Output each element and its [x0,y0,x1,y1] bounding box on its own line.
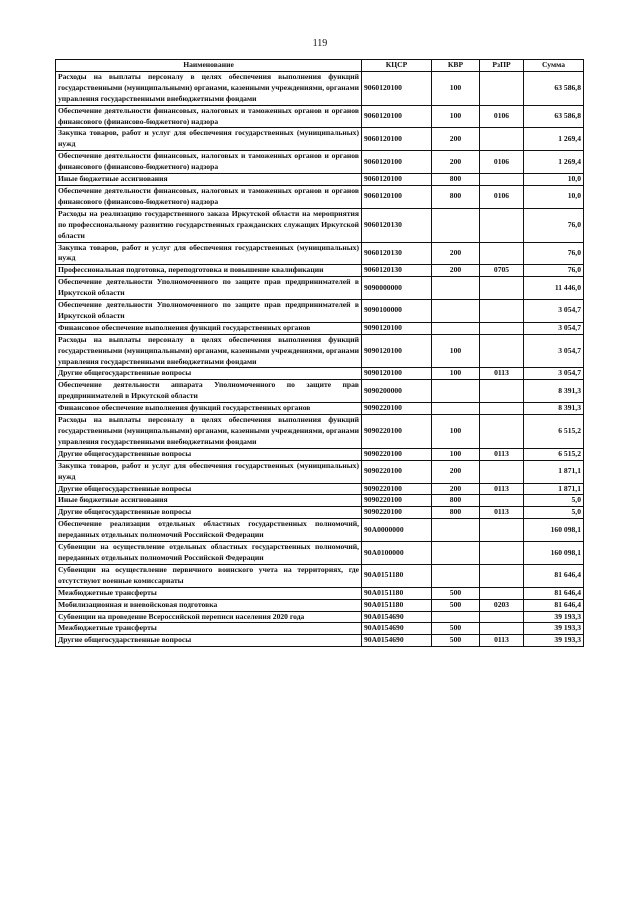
row-sum: 3 054,7 [524,334,584,368]
table-row [56,599,584,611]
row-rzpr [480,322,524,334]
row-rzpr [480,415,524,449]
row-sum: 11 446,0 [524,277,584,300]
row-rzpr: 0106 [480,185,524,208]
row-kcsr: 9060120100 [362,151,432,174]
row-sum: 63 586,8 [524,71,584,105]
row-sum: 5,0 [524,507,584,519]
page-number: 119 [312,38,328,49]
table-header-row [56,60,584,72]
row-rzpr [480,519,524,542]
row-name: Субвенции на проведение Всероссийской переписи населения 2020 года [56,611,362,623]
row-kcsr: 9090200000 [362,380,432,403]
row-sum: 8 391,3 [524,380,584,403]
row-rzpr [480,623,524,635]
row-sum: 1 269,4 [524,151,584,174]
row-name: Закупка товаров, работ и услуг для обеспечения государственных (муниципальных) нужд [56,460,362,483]
row-kcsr: 9090120100 [362,322,432,334]
row-kcsr: 90А0154690 [362,623,432,635]
row-name: Другие общегосударственные вопросы [56,368,362,380]
row-sum: 76,0 [524,265,584,277]
row-kvr: 500 [432,587,480,599]
table-row [56,71,584,105]
row-sum: 160 098,1 [524,542,584,565]
row-name: Финансовое обеспечение выполнения функций государственных органов [56,403,362,415]
table-row [56,265,584,277]
row-name: Обеспечение деятельности Уполномоченного по защите прав предпринимателей в Иркутской области [56,300,362,323]
row-kvr: 500 [432,635,480,647]
row-kcsr: 9090220100 [362,448,432,460]
row-name: Другие общегосударственные вопросы [56,483,362,495]
row-name: Профессиональная подготовка, переподготовка и повышение квалификации [56,265,362,277]
row-name: Обеспечение деятельности аппарата Уполномоченного по защите прав предпринимателей в Иркутской области [56,380,362,403]
table-row [56,128,584,151]
row-sum: 1 871,1 [524,483,584,495]
row-sum: 39 193,3 [524,635,584,647]
table-row [56,151,584,174]
row-rzpr: 0113 [480,368,524,380]
row-rzpr: 0113 [480,448,524,460]
row-kvr: 200 [432,265,480,277]
row-rzpr: 0203 [480,599,524,611]
table-row [56,334,584,368]
row-rzpr [480,403,524,415]
row-sum: 76,0 [524,242,584,265]
row-sum: 1 269,4 [524,128,584,151]
header-sum: Сумма [524,60,584,72]
row-rzpr: 0106 [480,105,524,128]
row-rzpr [480,128,524,151]
row-kvr [432,611,480,623]
row-rzpr [480,542,524,565]
row-rzpr [480,242,524,265]
row-rzpr [480,611,524,623]
row-kcsr: 90А0154690 [362,635,432,647]
table-row [56,542,584,565]
row-kvr [432,322,480,334]
row-sum: 81 646,4 [524,564,584,587]
row-kcsr: 9090120100 [362,334,432,368]
row-sum: 3 054,7 [524,368,584,380]
row-kvr [432,564,480,587]
row-name: Межбюджетные трансферты [56,623,362,635]
row-kcsr: 9090100000 [362,300,432,323]
header-name: Наименование [56,60,362,72]
row-name: Субвенции на осуществление отдельных областных государственных полномочий, переданных отдельных полномочий Российской Федерации [56,542,362,565]
row-kcsr: 9060120130 [362,265,432,277]
row-kvr: 100 [432,368,480,380]
table-row [56,519,584,542]
row-kvr: 500 [432,623,480,635]
row-name: Иные бюджетные ассигнования [56,495,362,507]
row-kcsr: 90А0151180 [362,587,432,599]
table-row [56,322,584,334]
table-row [56,448,584,460]
row-sum: 6 515,2 [524,448,584,460]
row-name: Финансовое обеспечение выполнения функций государственных органов [56,322,362,334]
row-sum: 10,0 [524,174,584,186]
row-rzpr: 0106 [480,151,524,174]
row-name: Расходы на выплаты персоналу в целях обеспечения выполнения функций государственными (муниципальными) органами, казенными учреждениями, органами управления государственными внебюджетными фондами [56,71,362,105]
row-kvr: 100 [432,448,480,460]
table-row [56,277,584,300]
row-sum: 3 054,7 [524,322,584,334]
row-name: Другие общегосударственные вопросы [56,507,362,519]
table-row [56,495,584,507]
row-kvr: 500 [432,599,480,611]
row-kcsr: 90А0100000 [362,542,432,565]
row-kvr: 200 [432,151,480,174]
table-row [56,507,584,519]
row-rzpr [480,587,524,599]
row-kcsr: 90А0151180 [362,599,432,611]
row-kvr: 800 [432,174,480,186]
row-rzpr [480,460,524,483]
row-sum: 1 871,1 [524,460,584,483]
row-kvr: 100 [432,334,480,368]
row-kcsr: 9060120130 [362,208,432,242]
row-rzpr [480,495,524,507]
row-kvr: 100 [432,105,480,128]
table-row [56,611,584,623]
row-kvr [432,277,480,300]
row-kvr [432,380,480,403]
row-kvr [432,542,480,565]
row-kcsr: 9090120100 [362,368,432,380]
row-name: Обеспечение деятельности финансовых, налоговых и таможенных органов и органов финансового (финансово-бюджетного) надзора [56,105,362,128]
row-kvr: 200 [432,483,480,495]
table-row [56,635,584,647]
row-kvr [432,300,480,323]
table-row [56,415,584,449]
table-row [56,380,584,403]
row-rzpr: 0113 [480,483,524,495]
row-kcsr: 9060120100 [362,71,432,105]
row-kcsr: 90А0000000 [362,519,432,542]
header-kcsr: КЦСР [362,60,432,72]
row-kvr: 100 [432,415,480,449]
row-kvr [432,208,480,242]
table-row [56,564,584,587]
row-kvr: 800 [432,507,480,519]
row-sum: 81 646,4 [524,599,584,611]
row-kvr: 200 [432,128,480,151]
row-kvr [432,519,480,542]
row-name: Обеспечение деятельности финансовых, налоговых и таможенных органов и органов финансового (финансово-бюджетного) надзора [56,151,362,174]
row-kcsr: 9060120100 [362,174,432,186]
row-name: Закупка товаров, работ и услуг для обеспечения государственных (муниципальных) нужд [56,242,362,265]
table-row [56,300,584,323]
row-kcsr: 9090220100 [362,460,432,483]
table-row [56,587,584,599]
row-kvr: 200 [432,460,480,483]
row-kvr [432,403,480,415]
row-kcsr: 9090220100 [362,483,432,495]
row-kcsr: 9060120100 [362,128,432,151]
table-row [56,460,584,483]
row-name: Обеспечение деятельности финансовых, налоговых и таможенных органов и органов финансового (финансово-бюджетного) надзора [56,185,362,208]
row-sum: 39 193,3 [524,611,584,623]
row-name: Расходы на выплаты персоналу в целях обеспечения выполнения функций государственными (муниципальными) органами, казенными учреждениями, органами управления государственными внебюджетными фондами [56,334,362,368]
row-kcsr: 9090220100 [362,415,432,449]
table-row [56,174,584,186]
row-rzpr [480,71,524,105]
table-row [56,105,584,128]
header-kvr: КВР [432,60,480,72]
row-name: Иные бюджетные ассигнования [56,174,362,186]
row-kvr: 200 [432,242,480,265]
row-kcsr: 9060120130 [362,242,432,265]
row-name: Расходы на реализацию государственного заказа Иркутской области на мероприятия по профессиональному развитию государственных гражданских служащих Иркутской области [56,208,362,242]
row-kcsr: 9090220100 [362,495,432,507]
header-rzpr: РзПР [480,60,524,72]
row-rzpr: 0113 [480,507,524,519]
row-name: Обеспечение деятельности Уполномоченного по защите прав предпринимателей в Иркутской области [56,277,362,300]
row-sum: 63 586,8 [524,105,584,128]
row-sum: 6 515,2 [524,415,584,449]
row-name: Другие общегосударственные вопросы [56,635,362,647]
table-row [56,242,584,265]
row-rzpr: 0113 [480,635,524,647]
table-row [56,483,584,495]
row-sum: 160 098,1 [524,519,584,542]
row-rzpr [480,174,524,186]
row-sum: 3 054,7 [524,300,584,323]
table-row [56,208,584,242]
row-sum: 10,0 [524,185,584,208]
budget-table [55,59,584,647]
row-name: Другие общегосударственные вопросы [56,448,362,460]
row-kcsr: 90А0151180 [362,564,432,587]
table-row [56,623,584,635]
row-kcsr: 9060120100 [362,105,432,128]
row-name: Расходы на выплаты персоналу в целях обеспечения выполнения функций государственными (муниципальными) органами, казенными учреждениями, органами управления государственными внебюджетными фондами [56,415,362,449]
row-kvr: 800 [432,495,480,507]
row-kvr: 800 [432,185,480,208]
table-row [56,185,584,208]
row-rzpr [480,380,524,403]
row-kvr: 100 [432,71,480,105]
row-name: Субвенции на осуществление первичного воинского учета на территориях, где отсутствуют военные комиссариаты [56,564,362,587]
row-rzpr [480,277,524,300]
row-kcsr: 9090220100 [362,403,432,415]
row-sum: 39 193,3 [524,623,584,635]
row-kcsr: 9060120100 [362,185,432,208]
row-kcsr: 9090220100 [362,507,432,519]
row-rzpr [480,564,524,587]
row-kcsr: 90А0154690 [362,611,432,623]
row-sum: 81 646,4 [524,587,584,599]
table-row [56,403,584,415]
row-sum: 5,0 [524,495,584,507]
row-name: Закупка товаров, работ и услуг для обеспечения государственных (муниципальных) нужд [56,128,362,151]
row-sum: 8 391,3 [524,403,584,415]
row-sum: 76,0 [524,208,584,242]
row-rzpr [480,208,524,242]
row-kcsr: 9090000000 [362,277,432,300]
row-name: Межбюджетные трансферты [56,587,362,599]
row-rzpr [480,300,524,323]
row-rzpr: 0705 [480,265,524,277]
row-name: Мобилизационная и вневойсковая подготовка [56,599,362,611]
row-name: Обеспечение реализации отдельных областных государственных полномочий, переданных отдельных полномочий Российской Федерации [56,519,362,542]
table-row [56,368,584,380]
row-rzpr [480,334,524,368]
